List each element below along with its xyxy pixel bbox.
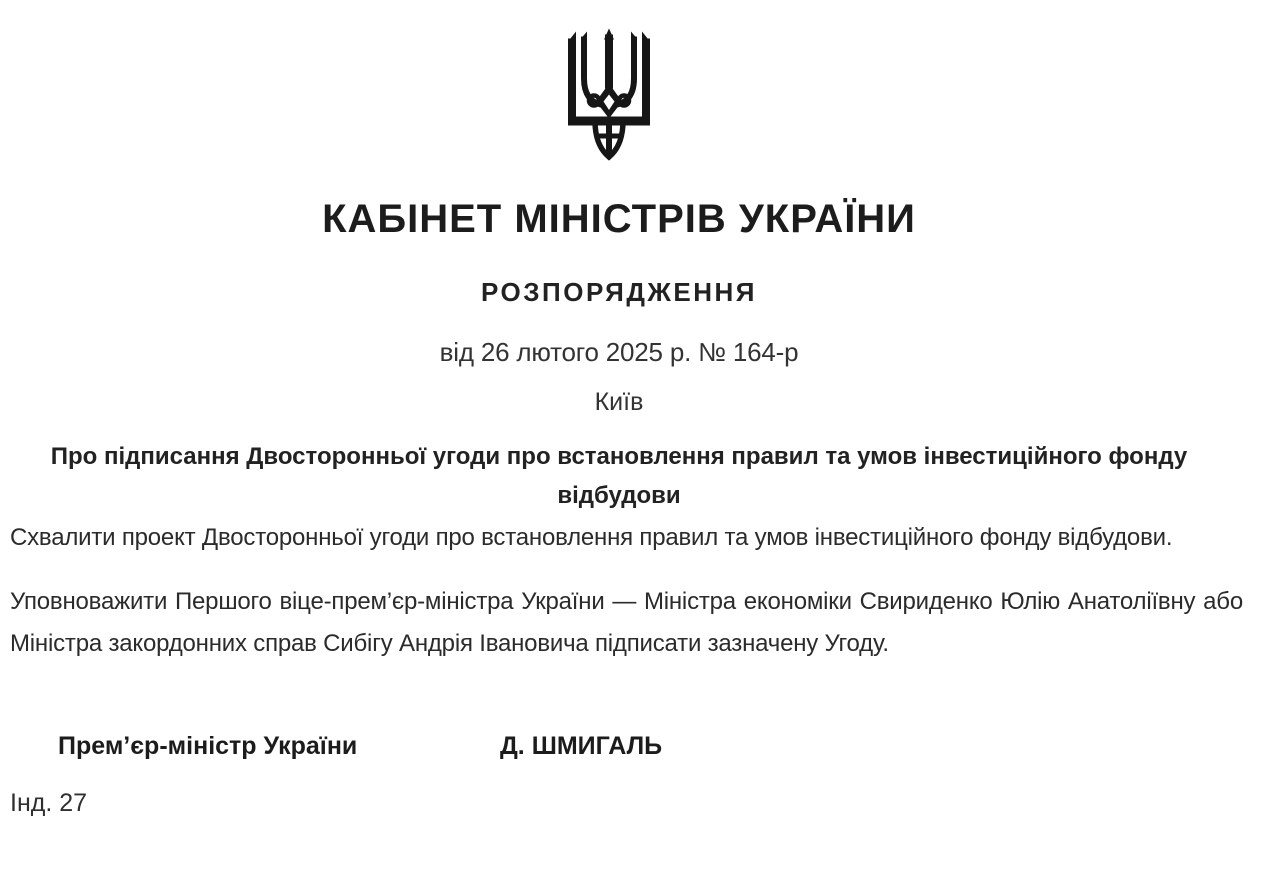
document-title: Про підписання Двосторонньої угоди про встановлення правил та умов інвестиційного фонду відбудови (50, 443, 1188, 509)
signature-name: Д. ШМИГАЛЬ (500, 732, 663, 760)
city-label: Київ (594, 388, 644, 416)
signature-position-label: Прем’єр-міністр України (58, 732, 358, 760)
body-paragraph-2: Уповноважити Першого віце-прем’єр-міністра України — Міністра економіки Свириденко Юлію Анатоліївну або Міністра закордонних справ Сибігу Андрія Івановича підписати зазначену Угоду. (10, 588, 1243, 657)
body-paragraph-1: Схвалити проект Двосторонньої угоди про встановлення правил та умов інвестиційного фонду відбудови. (10, 524, 1173, 551)
document-type-heading: РОЗПОРЯДЖЕННЯ (481, 277, 757, 307)
date-and-number-line: від 26 лютого 2025 р. № 164-р (439, 337, 799, 367)
index-note: Інд. 27 (10, 789, 88, 817)
ukraine-trident-icon (568, 28, 650, 162)
organization-name: КАБІНЕТ МІНІСТРІВ УКРАЇНИ (322, 197, 916, 241)
